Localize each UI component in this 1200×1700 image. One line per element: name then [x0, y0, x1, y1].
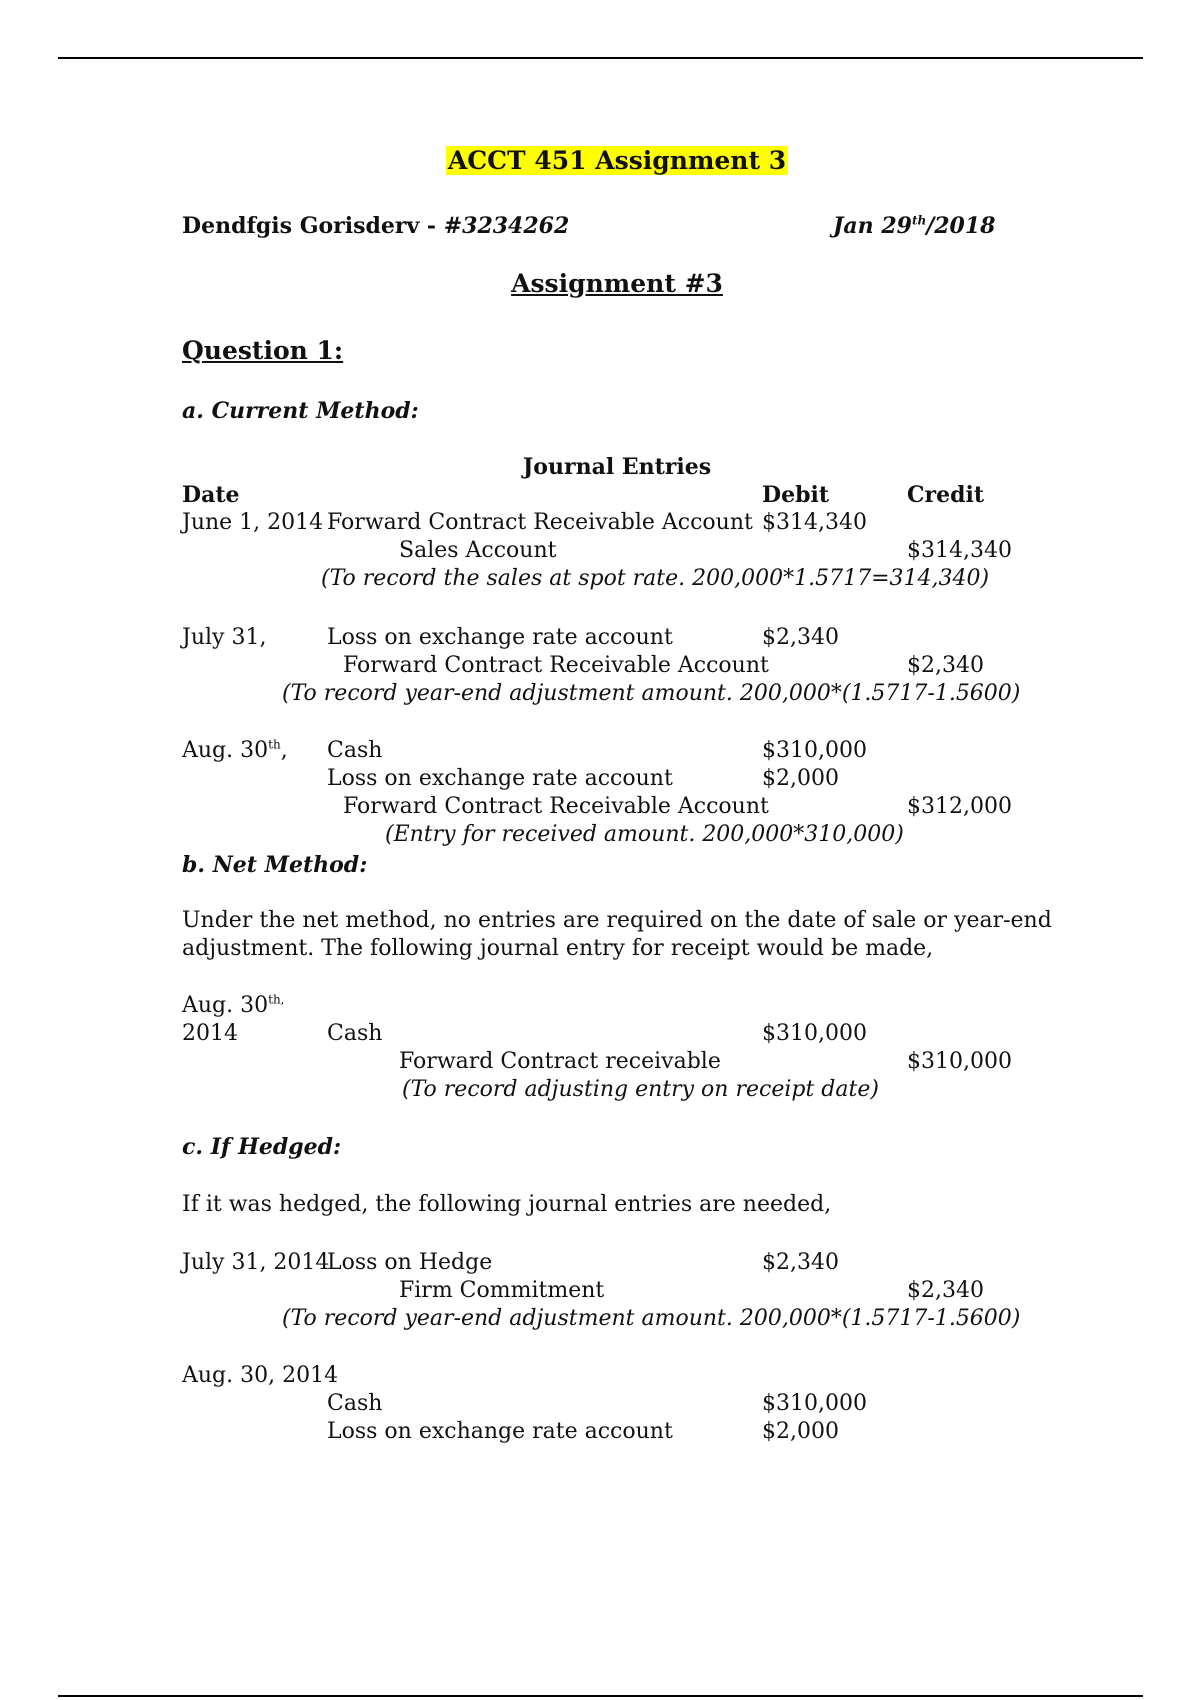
entry-account: Forward Contract Receivable Account	[343, 653, 769, 678]
column-header-credit: Credit	[907, 482, 984, 508]
column-header-date: Date	[182, 482, 240, 508]
entry-credit: $314,340	[907, 538, 1012, 563]
document-title: ACCT 451 Assignment 3	[447, 146, 787, 175]
entry-memo: (To record year-end adjustment amount. 200,000*(1.5717-1.5600)	[282, 1306, 1021, 1331]
entry-account: Loss on exchange rate account	[327, 766, 673, 791]
entry-date: Aug. 30th,	[182, 737, 288, 763]
entry-account: Cash	[327, 1021, 383, 1046]
part-b-heading: b. Net Method:	[182, 852, 368, 878]
entry-debit: $314,340	[762, 510, 867, 535]
entry-date: Aug. 30, 2014	[182, 1363, 339, 1388]
entry-credit: $310,000	[907, 1049, 1012, 1074]
entry-date: July 31,	[182, 625, 267, 650]
paragraph-line: adjustment. The following journal entry for receipt would be made,	[182, 936, 934, 961]
entry-credit: $2,340	[907, 1278, 984, 1303]
entry-debit: $2,000	[762, 1419, 839, 1444]
entry-date: July 31, 2014	[182, 1250, 330, 1275]
entry-debit: $310,000	[762, 1391, 867, 1416]
entry-account: Forward Contract Receivable Account	[327, 510, 753, 535]
entry-account: Sales Account	[399, 538, 557, 563]
entry-memo: (To record the sales at spot rate. 200,000*1.5717=314,340)	[321, 566, 990, 591]
entry-debit: $310,000	[762, 738, 867, 763]
entry-date: Aug. $30^{th,}$	[182, 992, 285, 1018]
entry-account: Cash	[327, 1391, 383, 1416]
entry-debit: $2,340	[762, 625, 839, 650]
entry-account: Forward Contract Receivable Account	[343, 794, 769, 819]
top-rule	[58, 57, 1143, 59]
entry-memo: (Entry for received amount. 200,000*310,000)	[385, 822, 904, 847]
entry-account: Loss on exchange rate account	[327, 625, 673, 650]
journal-entries-title: Journal Entries	[522, 454, 712, 480]
entry-account: Loss on Hedge	[327, 1250, 493, 1275]
entry-account: Loss on exchange rate account	[327, 1419, 673, 1444]
paragraph-line: If it was hedged, the following journal entries are needed,	[182, 1192, 832, 1217]
entry-memo: (To record year-end adjustment amount. 200,000*(1.5717-1.5600)	[282, 681, 1021, 706]
question-1-heading: Question 1:	[182, 336, 344, 365]
document-date: Jan 29th/2018	[833, 213, 996, 239]
part-a-heading: a. Current Method:	[182, 398, 419, 424]
student-id: #3234262	[443, 213, 570, 239]
author-line	[182, 212, 569, 240]
entry-account: Firm Commitment	[399, 1278, 605, 1303]
entry-credit: $312,000	[907, 794, 1012, 819]
entry-account: Cash	[327, 738, 383, 763]
column-header-debit: Debit	[762, 482, 829, 508]
entry-account: Forward Contract receivable	[399, 1049, 721, 1074]
entry-debit: $2,000	[762, 766, 839, 791]
entry-credit: $2,340	[907, 653, 984, 678]
part-c-heading: c. If Hedged:	[182, 1134, 342, 1160]
bottom-rule	[58, 1695, 1143, 1697]
paragraph-line: Under the net method, no entries are required on the date of sale or year-end	[182, 908, 1052, 933]
assignment-heading: Assignment #3	[511, 269, 723, 298]
entry-memo: (To record adjusting entry on receipt date)	[402, 1077, 879, 1102]
entry-date: June 1, 2014	[182, 510, 324, 535]
entry-debit: $310,000	[762, 1021, 867, 1046]
entry-debit: $2,340	[762, 1250, 839, 1275]
author-name: Dendfgis Gorisderv -	[182, 213, 444, 239]
entry-date-year: 2014	[182, 1021, 238, 1046]
